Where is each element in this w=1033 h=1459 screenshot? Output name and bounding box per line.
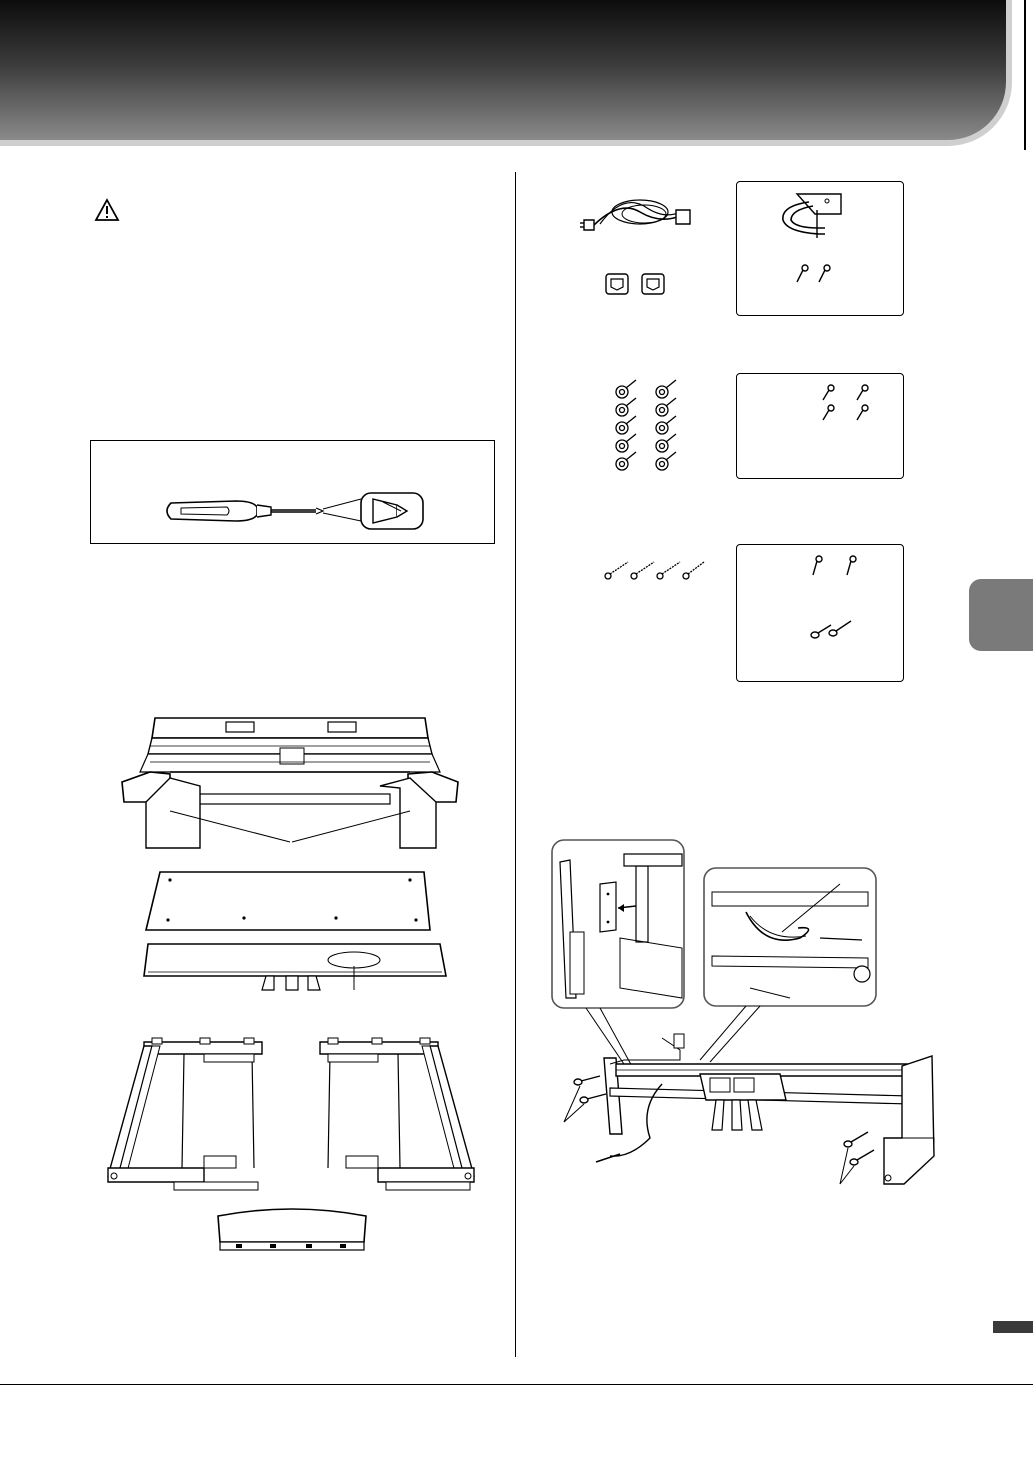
- tapping-screw-icon: [602, 558, 706, 582]
- side-panel-right: [316, 1036, 478, 1194]
- music-rest-illustration: [214, 1206, 370, 1254]
- pedal-box-illustration: [140, 940, 450, 1002]
- bolt-icon: [612, 378, 692, 478]
- screws-box-2: [736, 544, 904, 682]
- power-cord-icon: [580, 190, 696, 240]
- stand-assembly-illustration: [550, 838, 950, 1198]
- page-edge-rule: [1024, 0, 1026, 150]
- side-panel-left: [104, 1036, 266, 1194]
- headphone-hook-box: [736, 181, 904, 316]
- hook-screws-icon: [791, 264, 835, 286]
- section-tab: [969, 579, 1033, 651]
- screw-icon: [817, 384, 871, 424]
- cable-holder-icon: [604, 272, 668, 296]
- page-marker: [993, 1321, 1033, 1333]
- column-divider: [515, 172, 516, 1357]
- main-unit-illustration: [110, 716, 470, 856]
- footer-rule: [0, 1384, 1033, 1385]
- long-screw-icon: [807, 617, 857, 641]
- phillips-screwdriver-icon: [161, 491, 431, 531]
- screws-box-1: [736, 373, 904, 479]
- warning-triangle-icon: [94, 198, 120, 222]
- back-board-illustration: [140, 868, 440, 934]
- headphone-hook-icon: [777, 192, 847, 242]
- short-screw-icon: [807, 555, 861, 579]
- tool-box: [90, 440, 495, 544]
- page-header-band: [0, 0, 1006, 140]
